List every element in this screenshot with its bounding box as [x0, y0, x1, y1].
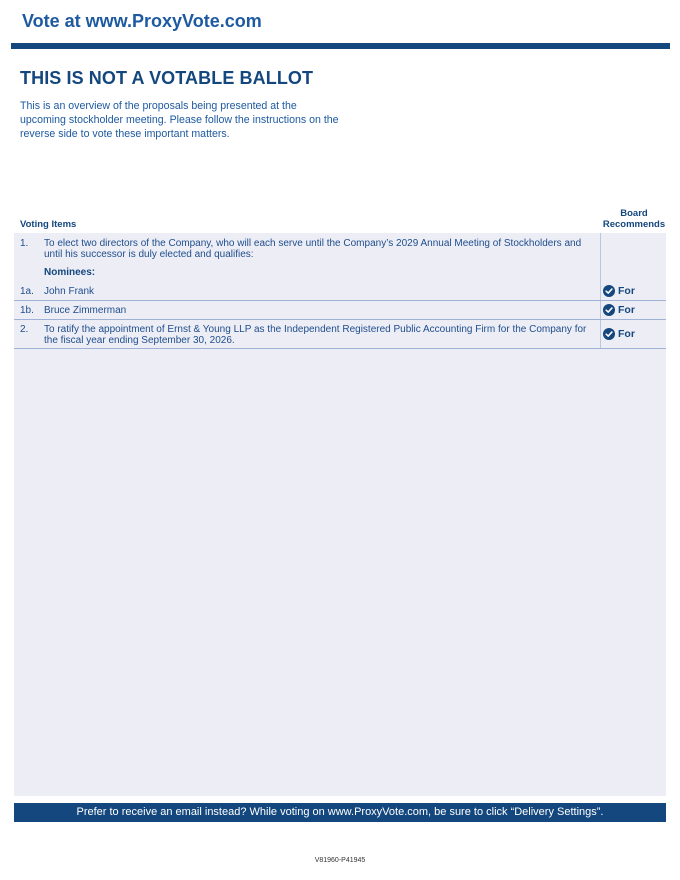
row-1a-text: John Frank: [44, 286, 95, 297]
row-1b-number: 1b.: [20, 305, 34, 316]
nominees-label: Nominees:: [44, 267, 96, 278]
voting-items-panel: [14, 233, 666, 796]
recommendation-label: For: [618, 328, 635, 340]
site-link-title: Vote at www.ProxyVote.com: [22, 11, 262, 31]
board-header-line2: Recommends: [602, 219, 666, 230]
row-2-recommendation: [603, 328, 635, 340]
row-1b-recommendation: [603, 304, 635, 316]
row-divider: [14, 319, 666, 320]
delivery-settings-banner: Prefer to receive an email instead? While voting on www.ProxyVote.com, be sure to click “Delivery Settings”.: [14, 803, 666, 822]
column-divider: [600, 233, 601, 349]
row-1-text: To elect two directors of the Company, who will each serve until the Company’s 2029 Annual Meeting of Stockholders and until his successor is duly elected and qualifies:: [44, 238, 582, 260]
row-divider: [14, 300, 666, 301]
row-1a-number: 1a.: [20, 286, 34, 297]
row-1b-text: Bruce Zimmerman: [44, 305, 127, 316]
header-rule: [11, 43, 670, 49]
recommendation-label: For: [618, 285, 635, 297]
row-divider: [14, 348, 666, 349]
voting-items-header: Voting Items: [20, 219, 77, 230]
check-circle-icon: [603, 304, 615, 316]
document-code: V81960-P41945: [314, 857, 366, 864]
recommendation-label: For: [618, 304, 635, 316]
row-1a-recommendation: [603, 285, 635, 297]
intro-text: This is an overview of the proposals being presented at the upcoming stockholder meeting. Please follow the instructions on the reverse side to vote these important matters.: [20, 100, 339, 140]
check-circle-icon: [603, 328, 615, 340]
board-header-line1: Board: [620, 208, 648, 219]
check-circle-icon: [603, 285, 615, 297]
row-1-number: 1.: [20, 238, 29, 249]
row-2-number: 2.: [20, 324, 29, 335]
page-title: THIS IS NOT A VOTABLE BALLOT: [20, 68, 314, 88]
row-2-text: To ratify the appointment of Ernst & Young LLP as the Independent Registered Public Accounting Firm for the Company for the fiscal year ending September 30, 2026.: [44, 324, 587, 346]
board-recommends-header: [598, 208, 670, 230]
